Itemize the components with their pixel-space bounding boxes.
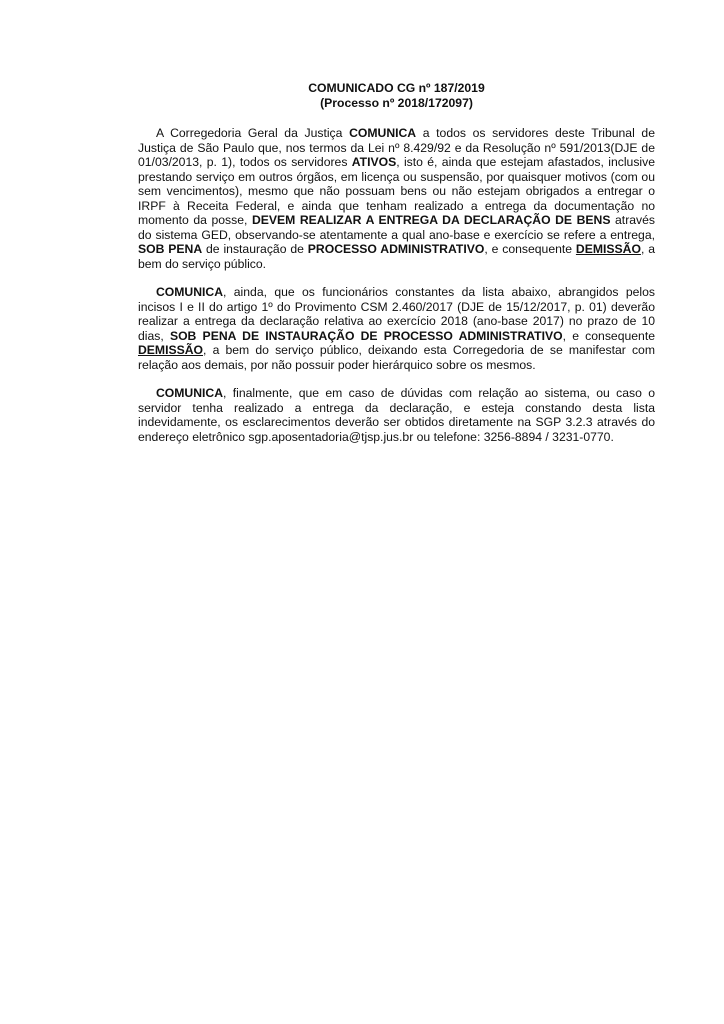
text-span: a todos os servidores deste Tribunal de Justiça de São Paulo que, nos termos da Lei nº 8.429/92 e da Resolução nº 591/2013(DJE de 01/03/2013, p. 1), todos os servidores	[138, 126, 655, 169]
text-span: , a bem do serviço público.	[138, 242, 655, 271]
bold-span: ATIVOS	[351, 155, 397, 169]
text-span: , e consequente	[484, 242, 576, 256]
bold-span: SOB PENA DE INSTAURAÇÃO DE PROCESSO ADMINISTRATIVO	[169, 328, 563, 343]
bold-span: DEVEM REALIZAR A ENTREGA DA DECLARAÇÃO DE BENS	[251, 213, 611, 227]
underlined-bold-span: DEMISSÃO	[575, 242, 641, 256]
document-subtitle: (Processo nº 2018/172097)	[320, 95, 473, 110]
bold-span: COMUNICA	[349, 126, 417, 140]
text-span: , e consequente	[562, 328, 655, 343]
document-page	[138, 81, 655, 444]
text-span: , isto é, ainda que estejam afastados, inclusive prestando serviço em outros órgãos, em licença ou suspensão, por quaisquer motivos (com ou sem vencimentos), mesmo que não possuam bens ou não estejam obrigados a entregar o IRPF à Receita Federal, e ainda que tenham realizado a entrega da documentação no momento da posse,	[138, 155, 655, 227]
text-span: de instauração de	[202, 242, 308, 256]
underlined-bold-span: DEMISSÃO	[138, 343, 204, 357]
text-span: , ainda, que os funcionários constantes da lista abaixo, abrangidos pelos incisos I e II do artigo 1º do Provimento CSM 2.460/2017 (DJE de 15/12/2017, p. 01) deverão realizar a entrega da declaração relativa ao exercício 2018 (ano-base 2017) no prazo de 10 dias,	[138, 285, 655, 343]
bold-span: PROCESSO ADMINISTRATIVO	[307, 242, 485, 256]
document-title: COMUNICADO CG nº 187/2019	[308, 81, 485, 95]
paragraph-3	[138, 386, 655, 444]
bold-span: SOB PENA	[138, 242, 203, 256]
text-span: através do sistema GED, observando-se atentamente a qual ano-base e exercício se refere a entrega,	[138, 213, 655, 242]
text-span: A Corregedoria Geral da Justiça	[156, 126, 350, 140]
paragraph-2	[138, 285, 655, 372]
paragraph-1	[138, 126, 655, 271]
text-span: , finalmente, que em caso de dúvidas com relação ao sistema, ou caso o servidor tenha realizado a entrega da declaração, e esteja constando desta lista indevidamente, os esclarecimentos deverão ser obtidos diretamente na SGP 3.2.3 através do endereço eletrônico sgp.aposentadoria@tjsp.jus.br ou telefone: 3256-8894 / 3231-0770.	[138, 386, 655, 444]
text-span: , a bem do serviço público, deixando esta Corregedoria de se manifestar com relação aos demais, por não possuir poder hierárquico sobre os mesmos.	[138, 343, 655, 372]
bold-span: COMUNICA	[156, 285, 224, 299]
bold-span: COMUNICA	[156, 386, 224, 400]
